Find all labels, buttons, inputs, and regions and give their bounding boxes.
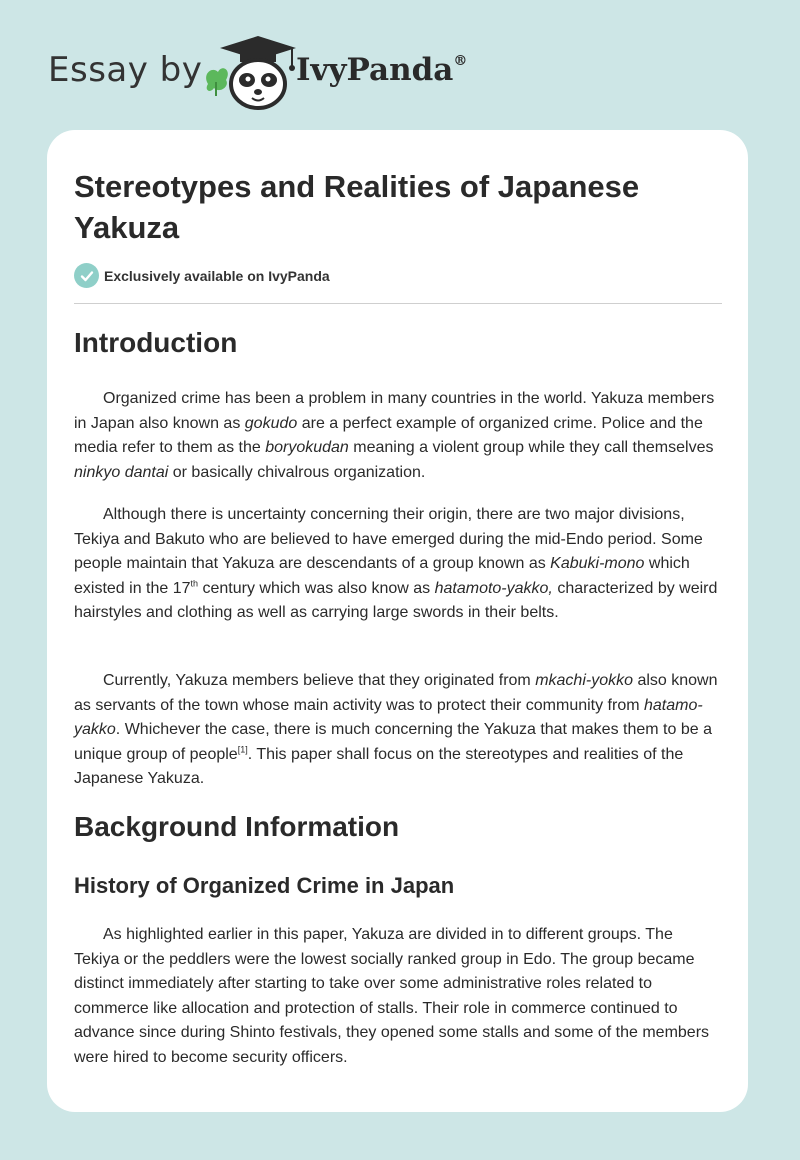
text: characterized by weird hairstyles and clothing as well as carrying large swords in their belts. [74, 579, 718, 622]
background-heading: Background Information [74, 811, 400, 842]
text: century which was also know as [198, 579, 435, 597]
text: Currently, Yakuza members believe that they originated from [103, 672, 536, 689]
brand-name[interactable] [296, 52, 467, 88]
text: Although there is uncertainty concerning their origin, there are two major divisions, Tekiya and Bakuto who are believed to have emerged during the mid-Endo period. Some people maintain that Yakuza are descendants of a group known as [74, 506, 703, 573]
essay-by-label: Essay by [48, 50, 203, 90]
checkmark-icon [74, 263, 99, 288]
italic-term: Kabuki-mono [550, 555, 645, 573]
divider [74, 303, 722, 304]
italic-term: hatamo-yakko [74, 696, 703, 739]
introduction-heading: Introduction [74, 327, 238, 358]
italic-term: gokudo [244, 414, 298, 432]
site-header [0, 0, 800, 130]
intro-paragraph-1 [74, 387, 722, 485]
registered-mark: ® [453, 52, 468, 69]
text: or basically chivalrous organization. [168, 463, 426, 481]
exclusive-text: Exclusively available on IvyPanda [104, 267, 330, 284]
italic-term: mkachi-yokko [535, 672, 634, 689]
text: . This paper shall focus on the stereotypes and realities of the Japanese Yakuza. [74, 745, 684, 788]
exclusive-badge [74, 263, 330, 288]
text: which existed in the 17 [74, 555, 690, 597]
text: Organized crime has been a problem in many countries in the world. Yakuza members in Japan also known as [74, 390, 715, 432]
text: meaning a violent group while they call themselves [348, 439, 714, 457]
italic-term: boryokudan [265, 439, 349, 457]
text: are a perfect example of organized crime. Police and the media refer to them as the [74, 414, 703, 457]
italic-term: ninkyo dantai [74, 463, 169, 481]
footnote-reference[interactable]: [1] [237, 744, 248, 755]
superscript: th [190, 578, 199, 589]
history-paragraph: As highlighted earlier in this paper, Yakuza are divided in to different groups. The Tekiya or the peddlers were the lowest socially ranked group in Edo. The group became distinct immediately after starting to take over some administrative roles related to commerce like allocation and protection of stalls. Their role in commerce continued to advance since during Shinto festivals, they opened some stalls and some of the members were hired to become security officers. [74, 926, 710, 1066]
panda-logo-icon[interactable] [200, 34, 300, 110]
italic-term: hatamoto-yakko, [434, 579, 553, 597]
brand-text: IvyPanda [296, 52, 454, 88]
article-title: Stereotypes and Realities of Japanese Yakuza [74, 169, 640, 245]
text: also known as servants of the town whose main activity was to protect their community from [74, 672, 718, 714]
intro-paragraph-2 [74, 503, 722, 626]
text: . Whichever the case, there is much concerning the Yakuza that makes them to be a unique group of people [74, 721, 712, 763]
intro-paragraph-3 [74, 669, 722, 792]
article-card [47, 130, 748, 1112]
history-heading: History of Organized Crime in Japan [74, 873, 455, 898]
